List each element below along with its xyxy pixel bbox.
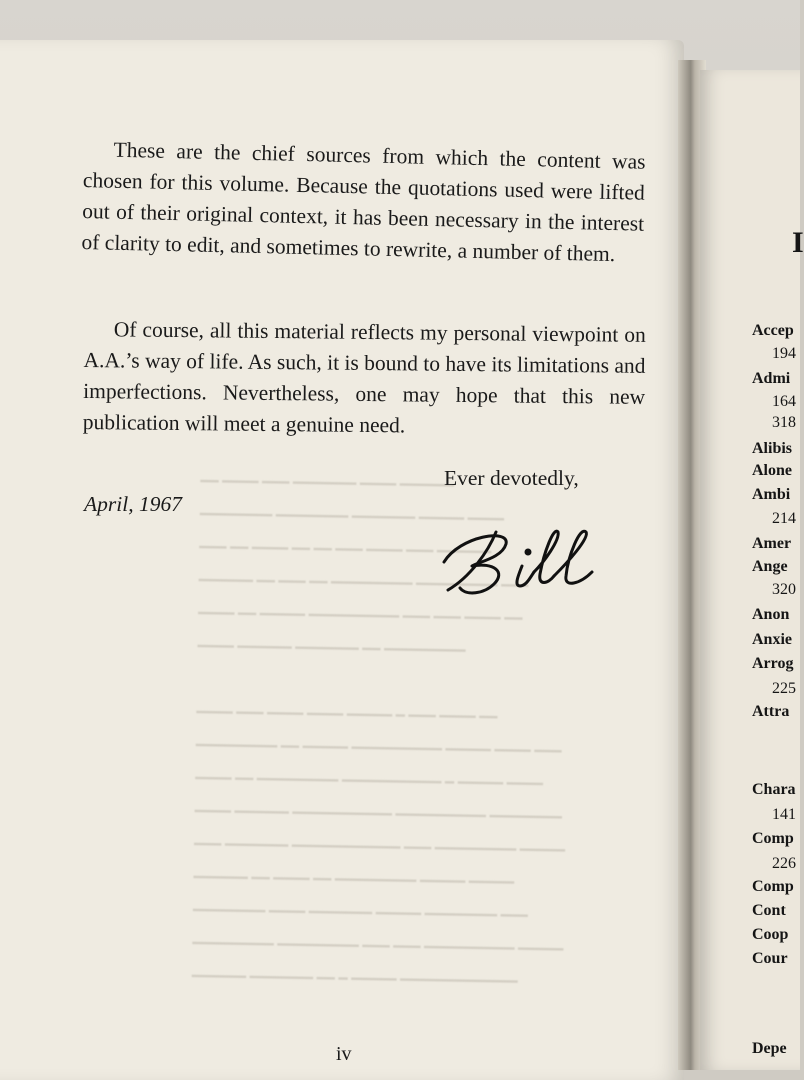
index-heading: I xyxy=(792,226,804,259)
index-entry: Accep xyxy=(752,322,794,339)
index-entry: Admi xyxy=(752,370,791,387)
closing-line: Ever devotedly, xyxy=(444,466,579,490)
bill-signature xyxy=(440,522,640,617)
index-entry: Cour xyxy=(752,950,788,967)
index-entry: Cont xyxy=(752,902,786,919)
index-entry: Comp xyxy=(752,878,794,895)
index-entry: Coop xyxy=(752,926,789,943)
date-line: April, 1967 xyxy=(84,492,182,516)
index-entry: 226 xyxy=(772,855,796,872)
index-entry: Chara xyxy=(752,781,796,798)
paragraph-sources xyxy=(81,134,646,271)
paragraph-viewpoint xyxy=(83,314,646,444)
index-entry: Anon xyxy=(752,606,790,623)
index-entry: Comp xyxy=(752,830,794,847)
page-number: iv xyxy=(336,1043,352,1065)
index-entry: Arrog xyxy=(752,655,794,672)
index-entry: 318 xyxy=(772,414,796,431)
index-entry: Alibis xyxy=(752,440,793,457)
index-entry: 141 xyxy=(772,806,796,823)
index-entry: Anxie xyxy=(752,631,792,648)
index-entry: 225 xyxy=(772,680,796,697)
index-entry: 164 xyxy=(772,393,796,410)
index-entry: 194 xyxy=(772,345,796,362)
show-through-text: ​━━ ━━━━ ━━━ ━━━━━━━ ━━━━ ━━━━━━ ━━━━━━━━ ━━━━━━━━ ━━━━━━━ ━━━━━ ━━━━ ━━━ ━━ ━━━━ ━━ ━━ ━━━ ━━━━ ━━━ ━━━━━━ ━━━━━━ ━━ ━━━ ━━ ━━━━━━━━━ ━━━━━━━━━ ━━━ ━━━━ ━━ ━━━━━ ━━━━━━━━━━ ━━━ ━━━ ━━━━ ━━ ━━━━ ━━━━━━ ━━━━━━━ ━━ ━━━━━━━━━ ​ ━━━━ ━━━ ━━━━ ━━━━ ━━━━━ ━ ━━━ ━━━━ ━━ ━━━━━━━━━ ━━ ━━━━━ ━━━━━━━━━━ ━━━━━ ━━━━ ━━━ ━━━━ ━━ ━━━━━━━━━ ━━━━━━━━━━━ ━ ━━━━━ ━━━━ ━━━━ ━━━━━━ ━━━━━━━━━━━ ━━━━━━━━━━ ━━━━━━━━ ━━━ ━━━━━━━ ━━━━━━━━━━━━ ━━━ ━━━━━━━━━ ━━━━━ ━━━━━━ ━━ ━━━━ ━━ ━━━━━━━━━ ━━━━━ ━━━━━ ━━━━━━━━ ━━━━ ━━━━━━━ ━━━━━ ━━━━━━━━ ━━━ ━━━━━━━━━ ━━━━━━━━━ ━━━ ━━━ ━━━━━━━━━━ ━━━━━ ━━━━━━ ━━━━━━━ ━━ ━ ━━━━━ ━━━━━━━━━━━━━ xyxy=(191,474,566,991)
index-entry: Ambi xyxy=(752,486,791,503)
index-entry: Attra xyxy=(752,703,790,720)
index-entry: Ange xyxy=(752,558,788,575)
index-entry: Alone xyxy=(752,462,792,479)
paragraph-2-text: Of course, all this material reflects my personal viewpoint on A.A.’s way of life. As such, it is bound to have its limitations and imperfections. Nevertheless, one may hope that this new publication will meet a genuine need. xyxy=(82,317,646,438)
paragraph-1-text: These are the chief sources from which the content was chosen for this volume. Because the quotations used were lifted out of their original context, it has been necessary in the interest of clarity to edit, and sometimes to rewrite, a number of them. xyxy=(81,137,646,267)
index-entry: Depe xyxy=(752,1040,787,1057)
index-entry: 320 xyxy=(772,581,796,598)
index-column xyxy=(752,0,804,1067)
index-entry: Amer xyxy=(752,535,792,552)
index-entry: 214 xyxy=(772,510,796,527)
